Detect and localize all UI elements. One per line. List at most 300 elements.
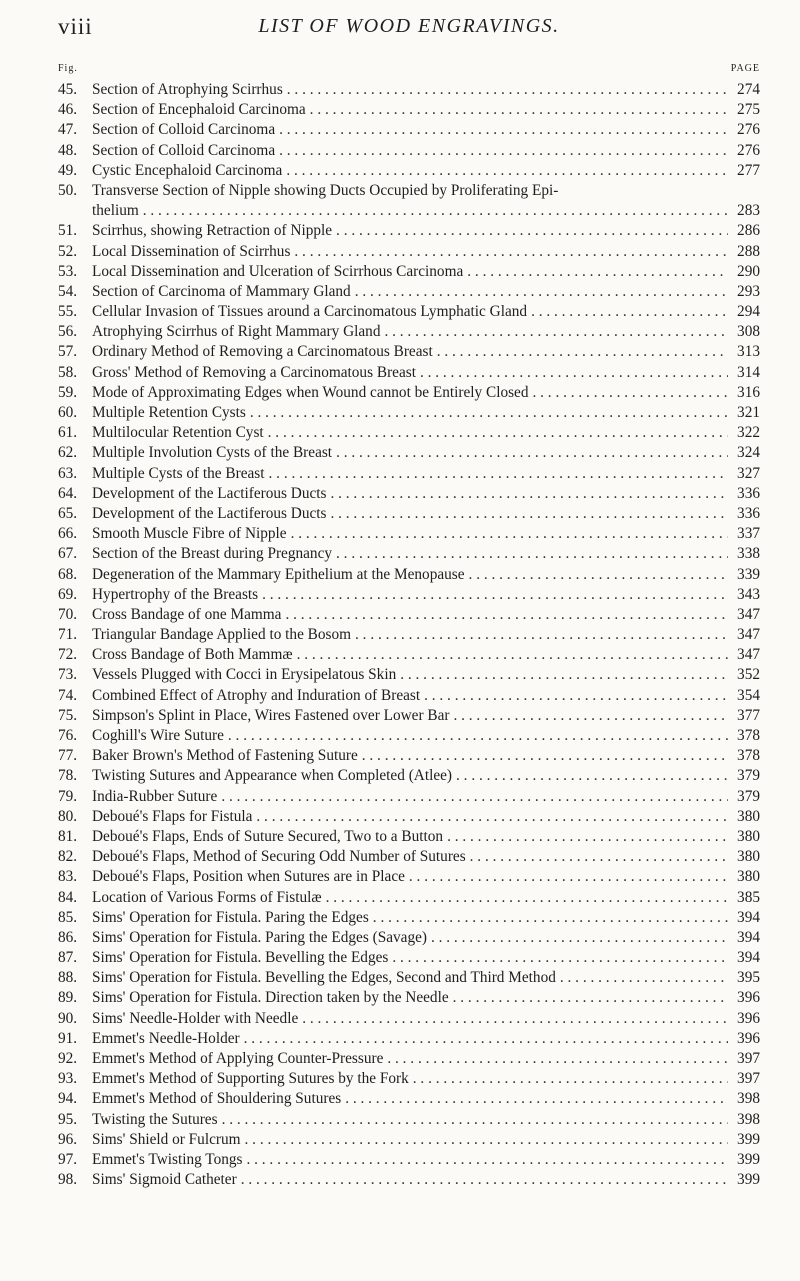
entry-line [92,80,760,100]
entry-title: Smooth Muscle Fibre of Nipple [92,525,287,543]
figure-number: 52. [58,242,78,260]
entry-body [92,605,760,625]
list-item [58,120,760,140]
page-reference: 286 [737,222,760,240]
dot-leaders [297,645,728,665]
list-item [58,565,760,585]
engravings-list [58,80,760,1190]
figure-number: 93. [58,1070,78,1088]
page-reference: 337 [737,525,760,543]
figure-number: 78. [58,767,78,785]
figure-number: 84. [58,888,78,906]
figure-number: 50. [58,181,78,199]
entry-title: Cross Bandage of one Mamma [92,605,282,623]
dot-leaders [262,585,728,605]
entry-line [92,1150,760,1170]
entry-title: Emmet's Method of Shouldering Sutures [92,1090,342,1108]
list-item [58,262,760,282]
list-item [58,888,760,908]
page-reference: 316 [737,383,760,401]
dot-leaders [373,908,728,928]
entry-line [92,1110,760,1130]
figure-number: 80. [58,807,78,825]
list-item [58,383,760,403]
entry-title: Development of the Lactiferous Ducts [92,504,327,522]
entry-body [92,746,760,766]
page-reference: 378 [737,747,760,765]
entry-title: Sims' Sigmoid Catheter [92,1171,237,1189]
entry-title: Scirrhus, showing Retraction of Nipple [92,222,333,240]
dot-leaders [302,1009,728,1029]
dot-leaders [431,928,728,948]
figure-number: 63. [58,464,78,482]
entry-body [92,262,760,282]
dot-leaders [424,686,728,706]
entry-line [92,1069,760,1089]
list-item [58,1069,760,1089]
list-item [58,706,760,726]
figure-number: 73. [58,666,78,684]
entry-body [92,181,760,221]
figure-number: 75. [58,706,78,724]
entry-line [92,322,760,342]
figure-number: 97. [58,1150,78,1168]
page-reference: 380 [737,827,760,845]
entry-line [92,464,760,484]
entry-body [92,544,760,564]
list-item [58,302,760,322]
entry-title: Cystic Encephaloid Carcinoma [92,161,283,179]
dot-leaders [244,1029,728,1049]
entry-title: Transverse Section of Nipple showing Ducts Occupied by Proliferating Epi- [92,181,559,199]
figure-number: 53. [58,262,78,280]
entry-line [92,1130,760,1150]
entry-line [92,100,760,120]
figure-number: 72. [58,646,78,664]
entry-line [92,605,760,625]
page-reference: 324 [737,444,760,462]
entry-title: Emmet's Method of Supporting Sutures by the Fork [92,1070,409,1088]
page-reference: 275 [737,101,760,119]
figure-number: 87. [58,949,78,967]
list-item [58,1029,760,1049]
page-reference: 354 [737,686,760,704]
entry-body [92,1150,760,1170]
entry-body [92,242,760,262]
page-reference: 380 [737,868,760,886]
dot-leaders [345,1089,728,1109]
entry-line [92,645,760,665]
dot-leaders [469,565,728,585]
dot-leaders [221,787,728,807]
page-reference: 385 [737,888,760,906]
list-item [58,1089,760,1109]
dot-leaders [143,201,728,221]
entry-title: Cross Bandage of Both Mammæ [92,646,293,664]
figure-number: 90. [58,1009,78,1027]
entry-title: Sims' Operation for Fistula. Bevelling the Edges [92,949,389,967]
entry-line [92,1009,760,1029]
list-item [58,423,760,443]
entry-title: Cellular Invasion of Tissues around a Carcinomatous Lymphatic Gland [92,303,528,321]
list-item [58,484,760,504]
entry-line [92,888,760,908]
figure-number: 67. [58,545,78,563]
entry-title: Twisting Sutures and Appearance when Completed (Atlee) [92,767,453,785]
page-reference: 394 [737,928,760,946]
list-item [58,645,760,665]
page-reference: 314 [737,363,760,381]
entry-line [92,1029,760,1049]
entry-body [92,1049,760,1069]
figure-number: 83. [58,868,78,886]
list-item [58,1130,760,1150]
entry-title: India-Rubber Suture [92,787,218,805]
entry-title: Multiple Retention Cysts [92,404,246,422]
list-item [58,161,760,181]
list-item [58,1110,760,1130]
figure-number: 46. [58,101,78,119]
dot-leaders [467,262,728,282]
entry-line [92,968,760,988]
page-reference: 399 [737,1130,760,1148]
entry-line [92,262,760,282]
figure-number: 96. [58,1130,78,1148]
dot-leaders [384,322,728,342]
entry-line [92,1170,760,1190]
entry-line [92,443,760,463]
entry-title: Triangular Bandage Applied to the Bosom [92,626,352,644]
figure-number: 69. [58,585,78,603]
dot-leaders [336,544,728,564]
page-reference: 274 [737,81,760,98]
dot-leaders [533,383,729,403]
list-item [58,141,760,161]
page-reference: 276 [737,141,760,159]
dot-leaders [241,1170,728,1190]
page-reference: 394 [737,908,760,926]
figure-number: 54. [58,282,78,300]
figure-number: 66. [58,525,78,543]
page-reference: 378 [737,727,760,745]
entry-line [92,625,760,645]
entry-line [92,282,760,302]
entry-line [92,706,760,726]
figure-number: 59. [58,383,78,401]
entry-body [92,807,760,827]
list-item [58,908,760,928]
figure-number: 91. [58,1029,78,1047]
entry-body [92,888,760,908]
dot-leaders [256,807,728,827]
figure-number: 92. [58,1050,78,1068]
entry-body [92,1029,760,1049]
page-reference: 276 [737,121,760,139]
entry-body [92,282,760,302]
entry-title: Mode of Approximating Edges when Wound cannot be Entirely Closed [92,383,529,401]
entry-body [92,322,760,342]
entry-title: Development of the Lactiferous Ducts [92,484,327,502]
entry-body [92,645,760,665]
dot-leaders [294,242,728,262]
entry-body [92,1170,760,1190]
figure-number: 89. [58,989,78,1007]
entry-body [92,383,760,403]
page-column-header: PAGE [730,63,760,74]
page-reference: 288 [737,242,760,260]
page-reference: 379 [737,767,760,785]
page-reference: 277 [737,161,760,179]
entry-body [92,948,760,968]
page-reference: 336 [737,504,760,522]
dot-leaders [387,1049,728,1069]
entry-title: Twisting the Sutures [92,1110,218,1128]
figure-number: 86. [58,928,78,946]
figure-number: 48. [58,141,78,159]
list-item [58,665,760,685]
figure-number: 94. [58,1090,78,1108]
dot-leaders [420,363,728,383]
entry-title-continuation: thelium [92,202,139,220]
page-reference: 396 [737,1009,760,1027]
page-reference: 338 [737,545,760,563]
page-reference: 290 [737,262,760,280]
list-item [58,504,760,524]
page-header [58,14,760,44]
list-item [58,948,760,968]
entry-line [92,726,760,746]
page-reference: 313 [737,343,760,361]
entry-body [92,302,760,322]
column-headers [58,63,760,77]
dot-leaders [269,464,728,484]
entry-title: Local Dissemination of Scirrhus [92,242,291,260]
dot-leaders [246,1150,728,1170]
entry-body [92,665,760,685]
list-item [58,746,760,766]
page-reference: 336 [737,484,760,502]
page-reference: 321 [737,404,760,422]
entry-title: Deboué's Flaps, Ends of Suture Secured, Two to a Button [92,827,444,845]
list-item [58,686,760,706]
dot-leaders [362,746,728,766]
entry-title: Emmet's Method of Applying Counter-Pressure [92,1050,384,1068]
entry-line [92,544,760,564]
entry-line [92,484,760,504]
dot-leaders [222,1110,728,1130]
entry-line [92,161,760,181]
entry-body [92,726,760,746]
entry-title: Sims' Operation for Fistula. Direction taken by the Needle [92,989,449,1007]
entry-title: Coghill's Wire Suture [92,727,224,745]
entry-body [92,847,760,867]
entry-body [92,686,760,706]
dot-leaders [330,484,728,504]
entry-line [92,504,760,524]
list-item [58,464,760,484]
list-item [58,363,760,383]
dot-leaders [392,948,728,968]
entry-body [92,141,760,161]
dot-leaders [355,282,728,302]
entry-line [92,342,760,362]
figure-number: 58. [58,363,78,381]
dot-leaders [560,968,728,988]
page-reference: 379 [737,787,760,805]
page-reference: 352 [737,666,760,684]
entry-title: Vessels Plugged with Cocci in Erysipelatous Skin [92,666,397,684]
entry-line [92,746,760,766]
dot-leaders [245,1130,728,1150]
entry-title: Atrophying Scirrhus of Right Mammary Gland [92,323,381,341]
page-reference: 397 [737,1070,760,1088]
dot-leaders [400,665,728,685]
dot-leaders [456,766,728,786]
dot-leaders [330,504,728,524]
page-reference: 394 [737,949,760,967]
entry-line [92,221,760,241]
entry-title: Deboué's Flaps, Method of Securing Odd Number of Sutures [92,848,466,866]
entry-title: Simpson's Splint in Place, Wires Fastened over Lower Bar [92,706,450,724]
entry-line [92,403,760,423]
figure-number: 85. [58,908,78,926]
entry-body [92,1009,760,1029]
entry-title: Local Dissemination and Ulceration of Scirrhous Carcinoma [92,262,464,280]
entry-title: Section of Encephaloid Carcinoma [92,101,306,119]
entry-title: Multilocular Retention Cyst [92,424,264,442]
dot-leaders [250,403,728,423]
entry-line [92,1049,760,1069]
list-item [58,827,760,847]
entry-line [92,665,760,685]
entry-title: Sims' Needle-Holder with Needle [92,1009,299,1027]
figure-number: 51. [58,222,78,240]
entry-body [92,988,760,1008]
figure-number: 61. [58,424,78,442]
page-reference: 347 [737,605,760,623]
dot-leaders [326,888,728,908]
entry-title: Emmet's Twisting Tongs [92,1150,243,1168]
figure-number: 76. [58,727,78,745]
dot-leaders [453,988,728,1008]
page-reference: 380 [737,807,760,825]
entry-title: Section of Atrophying Scirrhus [92,81,283,98]
entry-body [92,464,760,484]
page-number: viii [58,14,93,39]
entry-body [92,565,760,585]
list-item [58,867,760,887]
entry-body [92,221,760,241]
dot-leaders [447,827,728,847]
entry-body [92,80,760,100]
dot-leaders [268,423,728,443]
entry-title: Sims' Shield or Fulcrum [92,1130,241,1148]
list-item [58,968,760,988]
entry-body [92,928,760,948]
figure-number: 71. [58,626,78,644]
page-reference: 343 [737,585,760,603]
entry-line [92,565,760,585]
dot-leaders [413,1069,728,1089]
entry-line [92,302,760,322]
list-item [58,100,760,120]
entry-line [92,908,760,928]
entry-title: Sims' Operation for Fistula. Paring the Edges (Savage) [92,928,427,946]
entry-line [92,242,760,262]
entry-body [92,867,760,887]
page-reference: 308 [737,323,760,341]
entry-title: Emmet's Needle-Holder [92,1029,240,1047]
list-item [58,787,760,807]
entry-title: Degeneration of the Mammary Epithelium at the Menopause [92,565,465,583]
entry-line [92,847,760,867]
list-item [58,1170,760,1190]
entry-line [92,120,760,140]
list-item [58,544,760,564]
entry-body [92,1069,760,1089]
entry-line [92,423,760,443]
entry-line [92,201,760,221]
entry-title: Combined Effect of Atrophy and Induration of Breast [92,686,421,704]
figure-number: 79. [58,787,78,805]
dot-leaders [409,867,728,887]
entry-title: Deboué's Flaps for Fistula [92,807,253,825]
entry-line [92,827,760,847]
dot-leaders [453,706,728,726]
entry-line [92,807,760,827]
page-reference: 347 [737,646,760,664]
entry-body [92,363,760,383]
figure-number: 47. [58,121,78,139]
entry-line [92,585,760,605]
entry-body [92,443,760,463]
dot-leaders [336,443,728,463]
entry-body [92,403,760,423]
figure-number: 49. [58,161,78,179]
page-reference: 398 [737,1110,760,1128]
page-reference: 347 [737,626,760,644]
entry-body [92,787,760,807]
entry-body [92,908,760,928]
running-title: LIST OF WOOD ENGRAVINGS. [258,15,560,37]
page-reference: 397 [737,1050,760,1068]
entry-title: Hypertrophy of the Breasts [92,585,259,603]
entry-line [92,383,760,403]
entry-line [92,787,760,807]
dot-leaders [437,342,728,362]
list-item [58,847,760,867]
entry-title: Deboué's Flaps, Position when Sutures are in Place [92,868,405,886]
entry-body [92,484,760,504]
dot-leaders [355,625,728,645]
entry-body [92,585,760,605]
entry-title: Section of Carcinoma of Mammary Gland [92,282,351,300]
entry-body [92,1110,760,1130]
page-reference: 396 [737,989,760,1007]
entry-line [92,928,760,948]
entry-line [92,867,760,887]
entry-body [92,524,760,544]
dot-leaders [279,120,728,140]
figure-number: 68. [58,565,78,583]
list-item [58,1049,760,1069]
list-item [58,322,760,342]
list-item [58,181,760,221]
dot-leaders [285,605,728,625]
list-item [58,524,760,544]
dot-leaders [287,80,728,100]
fig-column-header: Fig. [58,63,78,74]
